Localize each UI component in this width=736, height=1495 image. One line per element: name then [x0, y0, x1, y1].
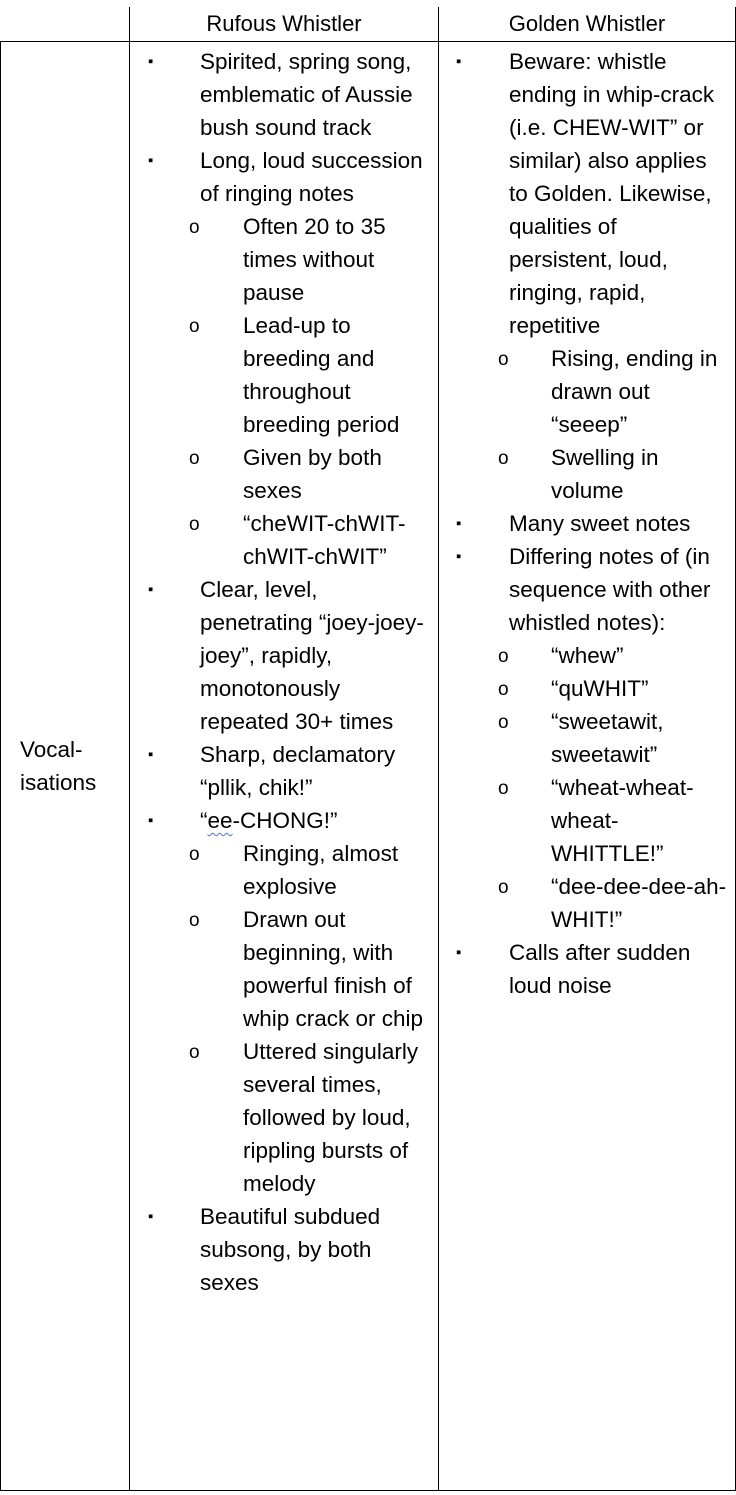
- square-bullet-icon: ▪: [456, 53, 462, 70]
- circle-bullet-icon: o: [189, 514, 200, 535]
- golden-list-item-text: “wheat-wheat-wheat-WHITTLE!”: [551, 775, 694, 866]
- rufous-list: [130, 45, 438, 1299]
- rufous-list-item-text: Sharp, declamatory “pllik, chik!”: [200, 742, 396, 800]
- golden-list-item-text: Swelling in volume: [551, 445, 659, 503]
- rufous-list-item: [130, 573, 438, 738]
- golden-list-item-text: Calls after sudden loud noise: [509, 940, 691, 998]
- circle-bullet-icon: o: [498, 646, 509, 667]
- rufous-list-item-text: “cheWIT-chWIT-chWIT-chWIT”: [243, 511, 406, 569]
- square-bullet-icon: ▪: [456, 548, 462, 565]
- spellcheck-underline: ee: [207, 808, 233, 833]
- rufous-list-item: [130, 309, 438, 441]
- row-label-text: Vocal- isations: [20, 737, 97, 795]
- golden-list-item: [439, 507, 735, 540]
- circle-bullet-icon: o: [189, 217, 200, 238]
- square-bullet-icon: ▪: [148, 53, 154, 70]
- circle-bullet-icon: o: [189, 844, 200, 865]
- golden-list-item-text: “dee-dee-dee-ah-WHIT!”: [551, 874, 727, 932]
- square-bullet-icon: ▪: [148, 152, 154, 169]
- rufous-list-item: [130, 210, 438, 309]
- golden-vocalisations-cell: [439, 42, 736, 1491]
- rufous-list-item: [130, 507, 438, 573]
- golden-list-item: [439, 342, 735, 441]
- golden-list-item: [439, 672, 735, 705]
- circle-bullet-icon: o: [189, 1042, 200, 1063]
- rufous-list-item: [130, 144, 438, 210]
- rufous-list-item: [130, 441, 438, 507]
- golden-list-item-text: “quWHIT”: [551, 676, 649, 701]
- header-row: [1, 7, 736, 42]
- square-bullet-icon: ▪: [456, 944, 462, 961]
- golden-list-item-text: Beware: whistle ending in whip-crack (i.e. CHEW-WIT” or similar) also applies to Golden. Likewise, qualities of persistent, loud, ringing, rapid, repetitive: [509, 49, 715, 338]
- golden-list-item-text: Differing notes of (in sequence with other whistled notes):: [509, 544, 711, 635]
- golden-list-item: [439, 639, 735, 672]
- rufous-list-item-text: Spirited, spring song, emblematic of Aussie bush sound track: [200, 49, 413, 140]
- golden-list-item: [439, 45, 735, 342]
- square-bullet-icon: ▪: [148, 1208, 154, 1225]
- golden-list-item: [439, 936, 735, 1002]
- square-bullet-icon: ▪: [148, 581, 154, 598]
- rufous-list-item-text: Drawn out beginning, with powerful finish of whip crack or chip: [243, 907, 424, 1031]
- golden-list: [439, 45, 735, 1002]
- rufous-list-item-text: Beautiful subdued subsong, by both sexes: [200, 1204, 381, 1295]
- golden-list-item-text: Rising, ending in drawn out “seeep”: [551, 346, 718, 437]
- golden-list-item-text: “whew”: [551, 643, 624, 668]
- circle-bullet-icon: o: [498, 712, 509, 733]
- header-rufous-whistler: Rufous Whistler: [130, 7, 439, 42]
- row-label-vocalisations: [1, 42, 130, 1491]
- rufous-list-item: [130, 45, 438, 144]
- rufous-list-item-text: Given by both sexes: [243, 445, 382, 503]
- rufous-list-item: [130, 903, 438, 1035]
- circle-bullet-icon: o: [498, 877, 509, 898]
- circle-bullet-icon: o: [498, 448, 509, 469]
- circle-bullet-icon: o: [189, 448, 200, 469]
- rufous-list-item-text: Uttered singularly several times, followed by loud, rippling bursts of melody: [243, 1039, 419, 1196]
- rufous-list-item-text: Often 20 to 35 times without pause: [243, 214, 386, 305]
- golden-list-item: [439, 441, 735, 507]
- comparison-table: [0, 7, 736, 1491]
- rufous-list-item: [130, 1200, 438, 1299]
- circle-bullet-icon: o: [498, 679, 509, 700]
- rufous-list-item-text: “ee-CHONG!”: [200, 808, 338, 833]
- vocalisations-row: [1, 42, 736, 1491]
- golden-list-item: [439, 771, 735, 870]
- circle-bullet-icon: o: [189, 316, 200, 337]
- rufous-list-item-text: Clear, level, penetrating “joey-joey-joey”, rapidly, monotonously repeated 30+ times: [200, 577, 424, 734]
- square-bullet-icon: ▪: [148, 812, 154, 829]
- circle-bullet-icon: o: [498, 349, 509, 370]
- golden-list-item-text: “sweetawit, sweetawit”: [551, 709, 664, 767]
- circle-bullet-icon: o: [498, 778, 509, 799]
- square-bullet-icon: ▪: [456, 515, 462, 532]
- rufous-list-item: [130, 837, 438, 903]
- rufous-list-item: [130, 738, 438, 804]
- header-golden-whistler: Golden Whistler: [439, 7, 736, 42]
- golden-list-item: [439, 705, 735, 771]
- golden-list-item: [439, 870, 735, 936]
- golden-list-item-text: Many sweet notes: [509, 511, 691, 536]
- rufous-vocalisations-cell: [130, 42, 439, 1491]
- golden-list-item: [439, 540, 735, 639]
- rufous-list-item: [130, 1035, 438, 1200]
- rufous-list-item-text: Long, loud succession of ringing notes: [200, 148, 423, 206]
- rufous-list-item: [130, 804, 438, 837]
- rufous-list-item-text: Lead-up to breeding and throughout breeding period: [243, 313, 400, 437]
- rufous-list-item-text: Ringing, almost explosive: [243, 841, 399, 899]
- square-bullet-icon: ▪: [148, 746, 154, 763]
- circle-bullet-icon: o: [189, 910, 200, 931]
- header-empty-cell: [1, 7, 130, 42]
